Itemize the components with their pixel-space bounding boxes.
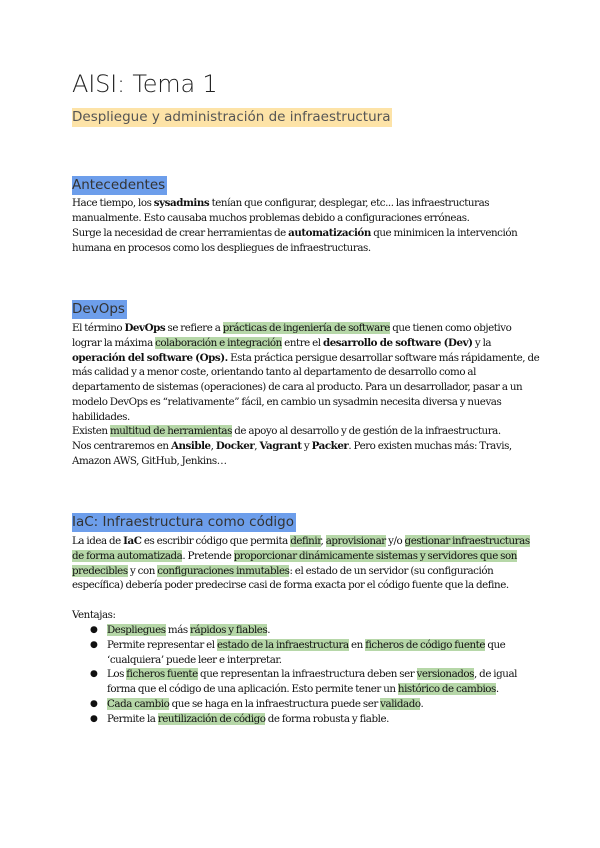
page-subtitle: Despliegue y administración de infraestructura — [72, 109, 391, 125]
ventajas-list — [72, 623, 542, 727]
highlight-term: definir — [290, 535, 321, 547]
highlight-term: configuraciones inmutables — [157, 564, 290, 577]
bullet-icon: ● — [90, 698, 98, 709]
paragraph-devops-1: El término DevOps se refiere a prácticas de ingeniería de software que tienen como objetivo lograr la máxima colaboración e integración entre el desarrollo de software (Dev) y la operación del software (Ops). Esta práctica persigue desarrollar software más rápidamente, de más calidad y a menor coste, orientando tanto al departamento de desarrollo como al departamento de sistemas (operaciones) de cara al producto. Para un desarrollador, pasar a un modelo DevOps es “relativamente” fácil, en cambio un sysadmin necesita diversa y nuevas habilidades. — [72, 322, 540, 423]
highlight-term: prácticas de ingeniería de software — [222, 322, 390, 334]
list-item: ● Despliegues más rápidos y fiables. — [90, 624, 271, 636]
paragraph-devops-2: Existen multitud de herramientas de apoyo al desarrollo y de gestión de la infraestructura. — [72, 425, 501, 437]
paragraph-iac-1: La idea de IaC es escribir código que permita definir, aprovisionar y/o gestionar infraestructuras de forma automatizada. Pretende proporcionar dinámicamente sistemas y servidores que son predecibles y con configuraciones inmutables: el estado de un servidor (su configuración específica) debería poder predecirse casi de forma exacta por el código fuente que la define. — [72, 535, 530, 592]
list-item: ● Los ficheros fuente que representan la infraestructura deben ser versionados, de igual forma que el código de una aplicación. Esto permite tener un histórico de cambios. — [90, 668, 517, 696]
list-item: ● Permite la reutilización de código de forma robusta y fiable. — [90, 712, 389, 725]
list-item: ● Permite representar el estado de la infraestructura en ficheros de código fuente que ‘cualquiera’ puede leer e interpretar. — [90, 638, 506, 666]
highlight-term: gestionar infraestructuras de forma automatizada — [72, 535, 530, 562]
bullet-icon: ● — [90, 713, 98, 724]
paragraph-antecedentes-2: Surge la necesidad de crear herramientas de automatización que minimicen la intervención humana en procesos como los despliegues de infraestructuras. — [72, 227, 518, 254]
section-heading-antecedentes: Antecedentes — [72, 177, 166, 193]
section-heading-iac: IaC: Infraestructura como código — [72, 514, 294, 530]
highlight-term: aprovisionar — [325, 535, 386, 547]
section-heading-devops: DevOps — [72, 301, 125, 317]
bullet-icon: ● — [90, 625, 98, 635]
list-item: ● Cada cambio que se haga en la infraestructura puede ser validado. — [90, 697, 424, 710]
highlight-term: multitud de herramientas — [109, 425, 232, 437]
page-title: AISI: Tema 1 — [72, 70, 218, 98]
paragraph-devops-3: Nos centraremos en Ansible, Docker, Vagrant y Packer. Pero existen muchas más: Travis, Amazon AWS, GitHub, Jenkins… — [72, 440, 512, 467]
ventajas-label: Ventajas: — [72, 609, 116, 621]
highlight-term: proporcionar dinámicamente sistemas y servidores que son predecibles — [72, 549, 517, 577]
bullet-icon: ● — [90, 669, 98, 680]
paragraph-antecedentes-1: Hace tiempo, los sysadmins tenían que configurar, desplegar, etc... las infraestructuras manualmente. Esto causaba muchos problemas debido a configuraciones erróneas. — [72, 197, 490, 224]
highlight-term: colaboración e integración — [155, 336, 282, 349]
bullet-icon: ● — [90, 639, 98, 650]
